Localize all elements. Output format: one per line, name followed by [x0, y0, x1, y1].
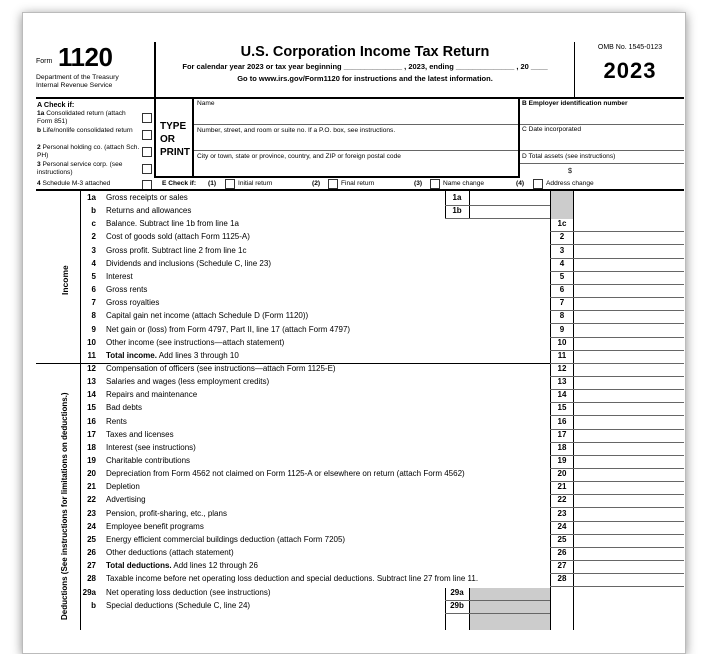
check-item-1b: b Life/nonlife consolidated return — [37, 127, 133, 134]
line-number: 9 — [91, 324, 96, 334]
ein-input[interactable] — [522, 110, 682, 122]
line-amount-input[interactable] — [574, 494, 684, 506]
line-amount-input[interactable] — [574, 310, 684, 322]
check-item-3: 3 Personal service corp. (see instructions) — [37, 161, 123, 176]
date-incorporated-input[interactable] — [522, 136, 682, 148]
line-box-number: 24 — [557, 521, 567, 531]
line-box-number: 20 — [557, 469, 567, 479]
line-number: 2 — [91, 232, 96, 242]
rule — [550, 586, 684, 587]
line-label: Interest — [106, 271, 133, 281]
line-number: 29a — [82, 587, 96, 597]
initial-return-label: Initial return — [238, 180, 273, 187]
rule — [154, 42, 156, 98]
shaded-cell — [551, 205, 573, 219]
line-amount-input[interactable] — [470, 587, 550, 599]
line-number: 10 — [87, 337, 96, 347]
line-amount-input[interactable] — [574, 442, 684, 454]
line-amount-input[interactable] — [574, 429, 684, 441]
line-amount-input[interactable] — [470, 205, 550, 217]
check-personal-holding-checkbox[interactable] — [142, 147, 152, 157]
line-box-number: 1c — [557, 219, 567, 229]
initial-return-checkbox[interactable] — [225, 179, 235, 189]
rule — [520, 150, 684, 151]
street-label: Number, street, and room or suite no. If a P.O. box, see instructions. — [197, 127, 396, 134]
line-amount-input[interactable] — [574, 363, 684, 375]
line-amount-input[interactable] — [574, 481, 684, 493]
rule — [154, 97, 156, 178]
e-option-num: (1) — [208, 180, 217, 187]
total-assets-label: D Total assets (see instructions) — [522, 153, 616, 160]
line-label: Dividends and inclusions (Schedule C, line 23) — [106, 258, 271, 268]
type-or-print: TYPE OR PRINT — [160, 121, 190, 158]
line-label: Cost of goods sold (attach Form 1125-A) — [106, 232, 250, 242]
line-label: Taxable income before net operating loss deduction and special deductions. Subtract line 27 from line 11. — [106, 574, 479, 584]
line-amount-input[interactable] — [574, 534, 684, 546]
line-number: 1a — [87, 193, 96, 202]
line-label: Taxes and licenses — [106, 429, 174, 439]
line-box-number: 23 — [557, 508, 567, 518]
line-label: Gross rents — [106, 285, 148, 295]
line-number: 21 — [87, 482, 96, 492]
check-lifenonlife-checkbox[interactable] — [142, 130, 152, 140]
name-change-label: Name change — [443, 180, 485, 187]
line-box-number: 27 — [557, 561, 567, 571]
line-amount-input[interactable] — [574, 297, 684, 309]
line-label: Depletion — [106, 482, 140, 492]
line-amount-input[interactable] — [470, 600, 550, 612]
line-box-number: 5 — [559, 271, 565, 281]
line-box-number: 26 — [557, 548, 567, 558]
line-amount-input[interactable] — [470, 192, 550, 204]
line-number: 18 — [87, 442, 96, 452]
check-consolidated-checkbox[interactable] — [142, 113, 152, 123]
line-box-number: 25 — [557, 534, 567, 544]
line-amount-input[interactable] — [574, 573, 684, 585]
line-box-number: 22 — [557, 495, 567, 505]
line-amount-input[interactable] — [574, 376, 684, 388]
line-box-number: 1a — [452, 193, 462, 202]
dollar-sign: $ — [568, 166, 572, 175]
line-box-number: 13 — [557, 377, 567, 387]
line-box-number: 6 — [559, 285, 565, 295]
street-input[interactable] — [194, 136, 518, 148]
final-return-checkbox[interactable] — [328, 179, 338, 189]
ein-label: B Employer identification number — [522, 100, 628, 107]
address-change-label: Address change — [546, 180, 594, 187]
city-input[interactable] — [194, 162, 518, 174]
check-if-heading: A Check if: — [37, 100, 75, 109]
form-number: 1120 — [58, 42, 113, 72]
line-box-number: 11 — [557, 350, 567, 360]
line-box-number: 29a — [450, 587, 464, 597]
line-amount-input[interactable] — [574, 455, 684, 467]
address-change-checkbox[interactable] — [533, 179, 543, 189]
name-input[interactable] — [194, 108, 518, 122]
line-amount-input[interactable] — [574, 468, 684, 480]
shaded-cell — [551, 191, 573, 205]
line-box-number: 7 — [559, 298, 565, 308]
city-label: City or town, state or province, country, and ZIP or foreign postal code — [197, 153, 401, 160]
line-label: Gross profit. Subtract line 2 from line 1c — [106, 245, 247, 255]
line-number: 22 — [87, 495, 96, 505]
line-label: Special deductions (Schedule C, line 24) — [106, 600, 251, 610]
rule — [36, 189, 684, 191]
line-label: Bad debts — [106, 403, 143, 413]
line-number: 7 — [91, 298, 96, 308]
e-check-label: E Check if: — [162, 180, 197, 187]
line-box-number: 2 — [559, 232, 565, 242]
line-amount-input[interactable] — [574, 218, 684, 230]
name-label: Name — [197, 100, 215, 107]
line-amount-input[interactable] — [574, 508, 684, 520]
date-incorporated-label: C Date incorporated — [522, 126, 582, 133]
line-number: b — [91, 206, 96, 216]
final-return-label: Final return — [341, 180, 375, 187]
line-label: Returns and allowances — [106, 206, 192, 216]
rule — [194, 124, 518, 125]
rule — [194, 150, 518, 151]
department: Department of the Treasury Internal Revenue Service — [36, 74, 119, 89]
line-label: Depreciation from Form 4562 not claimed on Form 1125-A or elsewhere on return (attach Form 4562) — [106, 469, 465, 479]
line-label: Other deductions (attach statement) — [106, 548, 234, 558]
form-word: Form — [36, 58, 53, 65]
line-number: 11 — [87, 350, 96, 360]
total-assets-input[interactable] — [578, 165, 682, 176]
line-label: Net operating loss deduction (see instructions) — [106, 587, 271, 597]
line-number: 20 — [87, 469, 96, 479]
form-id-block — [36, 44, 154, 100]
line-amount-input[interactable] — [574, 284, 684, 296]
line-label: Total deductions. Add lines 12 through 26 — [106, 561, 258, 571]
line-box-number: 4 — [559, 258, 565, 268]
line-number: 25 — [87, 534, 96, 544]
line-number: 24 — [87, 521, 96, 531]
rule — [520, 124, 684, 125]
line-number: 5 — [91, 271, 96, 281]
line-number: 17 — [87, 429, 96, 439]
rule — [154, 176, 520, 178]
line-box-number: 3 — [559, 245, 565, 255]
line-box-number: 15 — [557, 403, 567, 413]
line-number: 23 — [87, 508, 96, 518]
line-label: Balance. Subtract line 1b from line 1a — [106, 219, 239, 229]
line-number: 28 — [87, 574, 96, 584]
line-box-number: 12 — [557, 363, 567, 373]
line-number: 14 — [87, 390, 96, 400]
line-label: Gross royalties — [106, 298, 160, 308]
check-item-4: 4 Schedule M-3 attached — [37, 180, 111, 187]
line-box-number: 10 — [557, 337, 567, 347]
line-number: c — [91, 219, 96, 229]
deductions-section-label: Deductions (See instructions for limitations on deductions.) — [60, 392, 69, 620]
line-amount-input[interactable] — [574, 324, 684, 336]
line-box-number: 9 — [559, 324, 565, 334]
line-number: 13 — [87, 377, 96, 387]
line-amount-input[interactable] — [574, 337, 684, 349]
goto-line: Go to www.irs.gov/Form1120 for instructions and the latest information. — [237, 74, 493, 83]
name-change-checkbox[interactable] — [430, 179, 440, 189]
line-label: Advertising — [106, 495, 146, 505]
line-label: Net gain or (loss) from Form 4797, Part II, line 17 (attach Form 4797) — [106, 324, 351, 334]
line-amount-input[interactable] — [574, 245, 684, 257]
line-box-number: 21 — [557, 482, 567, 492]
line-box-number: 8 — [559, 311, 565, 321]
rule — [518, 97, 520, 178]
line-number: 6 — [91, 285, 96, 295]
line-number: 8 — [91, 311, 96, 321]
line-amount-input[interactable] — [574, 389, 684, 401]
line-box-number: 29b — [450, 600, 464, 610]
line-label: Employee benefit programs — [106, 521, 204, 531]
check-item-1a: 1a Consolidated return (attach Form 851) — [37, 110, 126, 125]
line-label: Other income (see instructions—attach statement) — [106, 337, 285, 347]
line-amount-input[interactable] — [574, 258, 684, 270]
line-box-number: 28 — [557, 574, 567, 584]
rule — [445, 218, 550, 219]
line-box-number: 1b — [452, 206, 462, 216]
rule — [36, 97, 684, 99]
e-option-num: (4) — [516, 180, 525, 187]
line-number: 26 — [87, 548, 96, 558]
line-label: Total income. Add lines 3 through 10 — [106, 350, 239, 360]
income-section-label: Income — [60, 265, 70, 295]
tax-year: 2023 — [603, 58, 657, 83]
check-personal-service-checkbox[interactable] — [142, 164, 152, 174]
line-amount-input[interactable] — [574, 416, 684, 428]
form-title: U.S. Corporation Income Tax Return — [240, 44, 490, 60]
line-label: Capital gain net income (attach Schedule D (Form 1120)) — [106, 311, 309, 321]
line-label: Repairs and maintenance — [106, 390, 198, 400]
line-number: 19 — [87, 456, 96, 465]
line-box-number: 17 — [557, 429, 567, 439]
line-number: 16 — [87, 416, 96, 426]
line-number: 4 — [91, 258, 96, 268]
line-label: Pension, profit-sharing, etc., plans — [106, 508, 227, 518]
line-number: 15 — [87, 403, 96, 413]
e-option-num: (3) — [414, 180, 423, 187]
line-amount-input[interactable] — [574, 271, 684, 283]
line-label: Gross receipts or sales — [106, 193, 188, 202]
line-box-number: 18 — [557, 442, 567, 452]
line-label: Charitable contributions — [106, 456, 191, 465]
line-box-number: 19 — [557, 456, 567, 465]
line-label: Compensation of officers (see instructions—attach Form 1125-E) — [106, 363, 336, 373]
line-amount-input[interactable] — [574, 547, 684, 559]
omb-number: OMB No. 1545-0123 — [597, 44, 663, 51]
line-label: Interest (see instructions) — [106, 442, 196, 452]
e-option-num: (2) — [312, 180, 321, 187]
rule — [445, 613, 550, 614]
line-box-number: 16 — [557, 416, 567, 426]
line-number: 27 — [87, 561, 96, 571]
line-amount-input[interactable] — [574, 402, 684, 414]
line-number: b — [91, 600, 96, 610]
calendar-year-line: For calendar year 2023 or tax year beginning ______________ , 2023, ending ______________ , 20 ____ — [182, 62, 548, 71]
line-label: Salaries and wages (less employment credits) — [106, 377, 270, 387]
line-number: 3 — [91, 245, 96, 255]
rule — [520, 163, 684, 164]
rule — [574, 42, 575, 98]
line-number: 12 — [87, 363, 96, 373]
line-label: Rents — [106, 416, 127, 426]
line-box-number: 14 — [557, 390, 567, 400]
line-amount-input[interactable] — [574, 231, 684, 243]
line-label: Energy efficient commercial buildings deduction (attach Form 7205) — [106, 534, 346, 544]
check-item-2: 2 Personal holding co. (attach Sch. PH) — [37, 144, 140, 159]
line-amount-input[interactable] — [574, 560, 684, 572]
line-amount-input[interactable] — [574, 350, 684, 362]
line-amount-input[interactable] — [574, 521, 684, 533]
